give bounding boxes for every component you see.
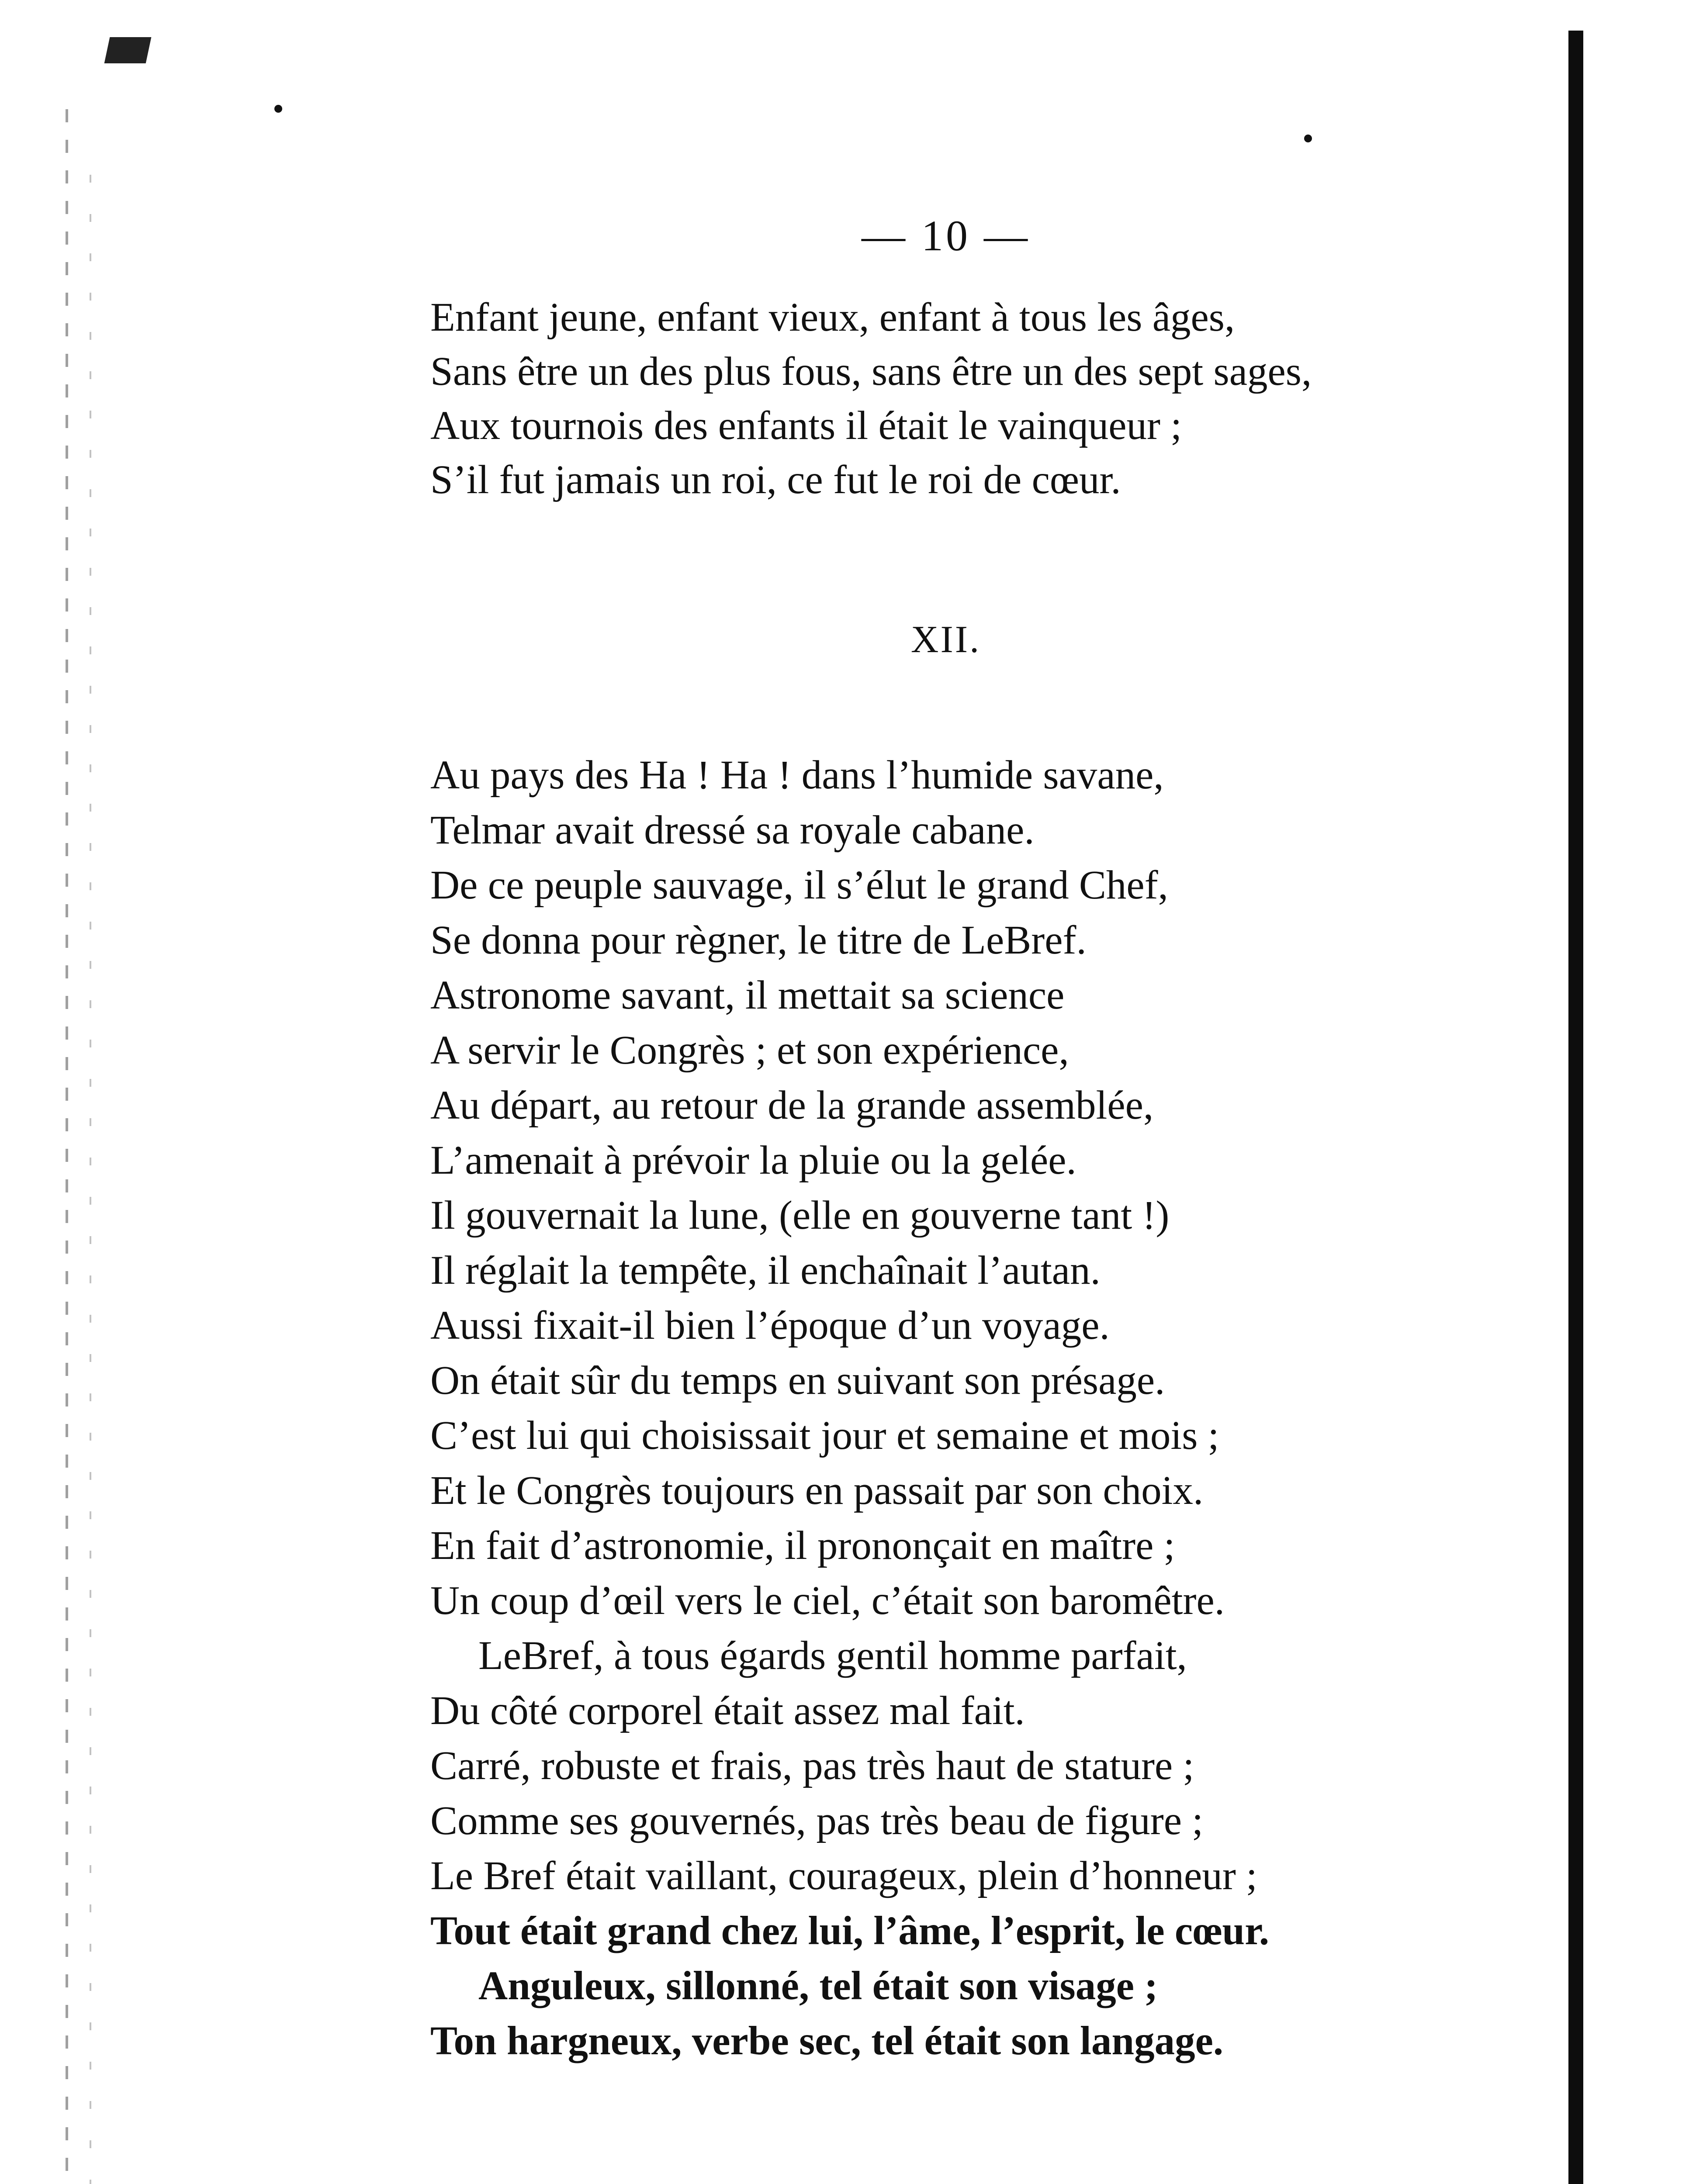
verse-line: Le Bref était vaillant, courageux, plein d’honneur ; (430, 1853, 1257, 1898)
verse-line: Aux tournois des enfants il était le vainqueur ; (430, 403, 1182, 448)
verse-line: Au pays des Ha ! Ha ! dans l’humide savane, (430, 753, 1164, 798)
verse-line: Du côté corporel était assez mal fait. (430, 1688, 1025, 1733)
verse-line: Se donna pour règner, le titre de LeBref. (430, 918, 1087, 963)
page-number: — 10 — (862, 211, 1030, 260)
verse-line: Comme ses gouvernés, pas très beau de figure ; (430, 1798, 1204, 1843)
scan-speck (1304, 135, 1312, 142)
stanza-2 (430, 748, 1269, 2069)
verse-line: Telmar avait dressé sa royale cabane. (430, 808, 1035, 853)
scan-right-binding-rule (1568, 31, 1583, 2184)
verse-line: Carré, robuste et frais, pas très haut de stature ; (430, 1743, 1194, 1788)
scan-left-edge-inner (90, 175, 91, 2184)
stanza-1 (430, 290, 1312, 507)
verse-line: On était sûr du temps en suivant son présage. (430, 1358, 1165, 1403)
verse-line: LeBref, à tous égards gentil homme parfait, (478, 1633, 1187, 1678)
verse-line: Anguleux, sillonné, tel était son visage ; (478, 1963, 1158, 2008)
verse-line: Au départ, au retour de la grande assemblée, (430, 1083, 1154, 1128)
verse-line: Sans être un des plus fous, sans être un des sept sages, (430, 349, 1312, 394)
verse-line: Il gouvernait la lune, (elle en gouverne tant !) (430, 1193, 1170, 1238)
verse-line: C’est lui qui choisissait jour et semaine et mois ; (430, 1413, 1219, 1458)
verse-line: Ton hargneux, verbe sec, tel était son langage. (430, 2018, 1224, 2063)
verse-line: Aussi fixait-il bien l’époque d’un voyage. (430, 1303, 1110, 1348)
verse-line: Astronome savant, il mettait sa science (430, 973, 1065, 1018)
verse-line: Un coup d’œil vers le ciel, c’était son baromêtre. (430, 1578, 1225, 1623)
verse-line: Tout était grand chez lui, l’âme, l’esprit, le cœur. (430, 1908, 1270, 1953)
verse-line: Enfant jeune, enfant vieux, enfant à tous les âges, (430, 295, 1235, 340)
section-heading: XII. (910, 619, 981, 661)
verse-line: Et le Congrès toujours en passait par son choix. (430, 1468, 1204, 1513)
scan-left-edge (66, 109, 68, 2184)
verse-line: L’amenait à prévoir la pluie ou la gelée. (430, 1138, 1076, 1183)
verse-line: S’il fut jamais un roi, ce fut le roi de cœur. (430, 457, 1121, 502)
verse-line: Il réglait la tempête, il enchaînait l’autan. (430, 1248, 1101, 1293)
scan-corner-mark (104, 37, 152, 63)
scan-speck (274, 105, 282, 113)
verse-line: A servir le Congrès ; et son expérience, (430, 1028, 1069, 1073)
verse-line: En fait d’astronomie, il prononçait en maître ; (430, 1523, 1175, 1568)
verse-line: De ce peuple sauvage, il s’élut le grand Chef, (430, 863, 1168, 908)
